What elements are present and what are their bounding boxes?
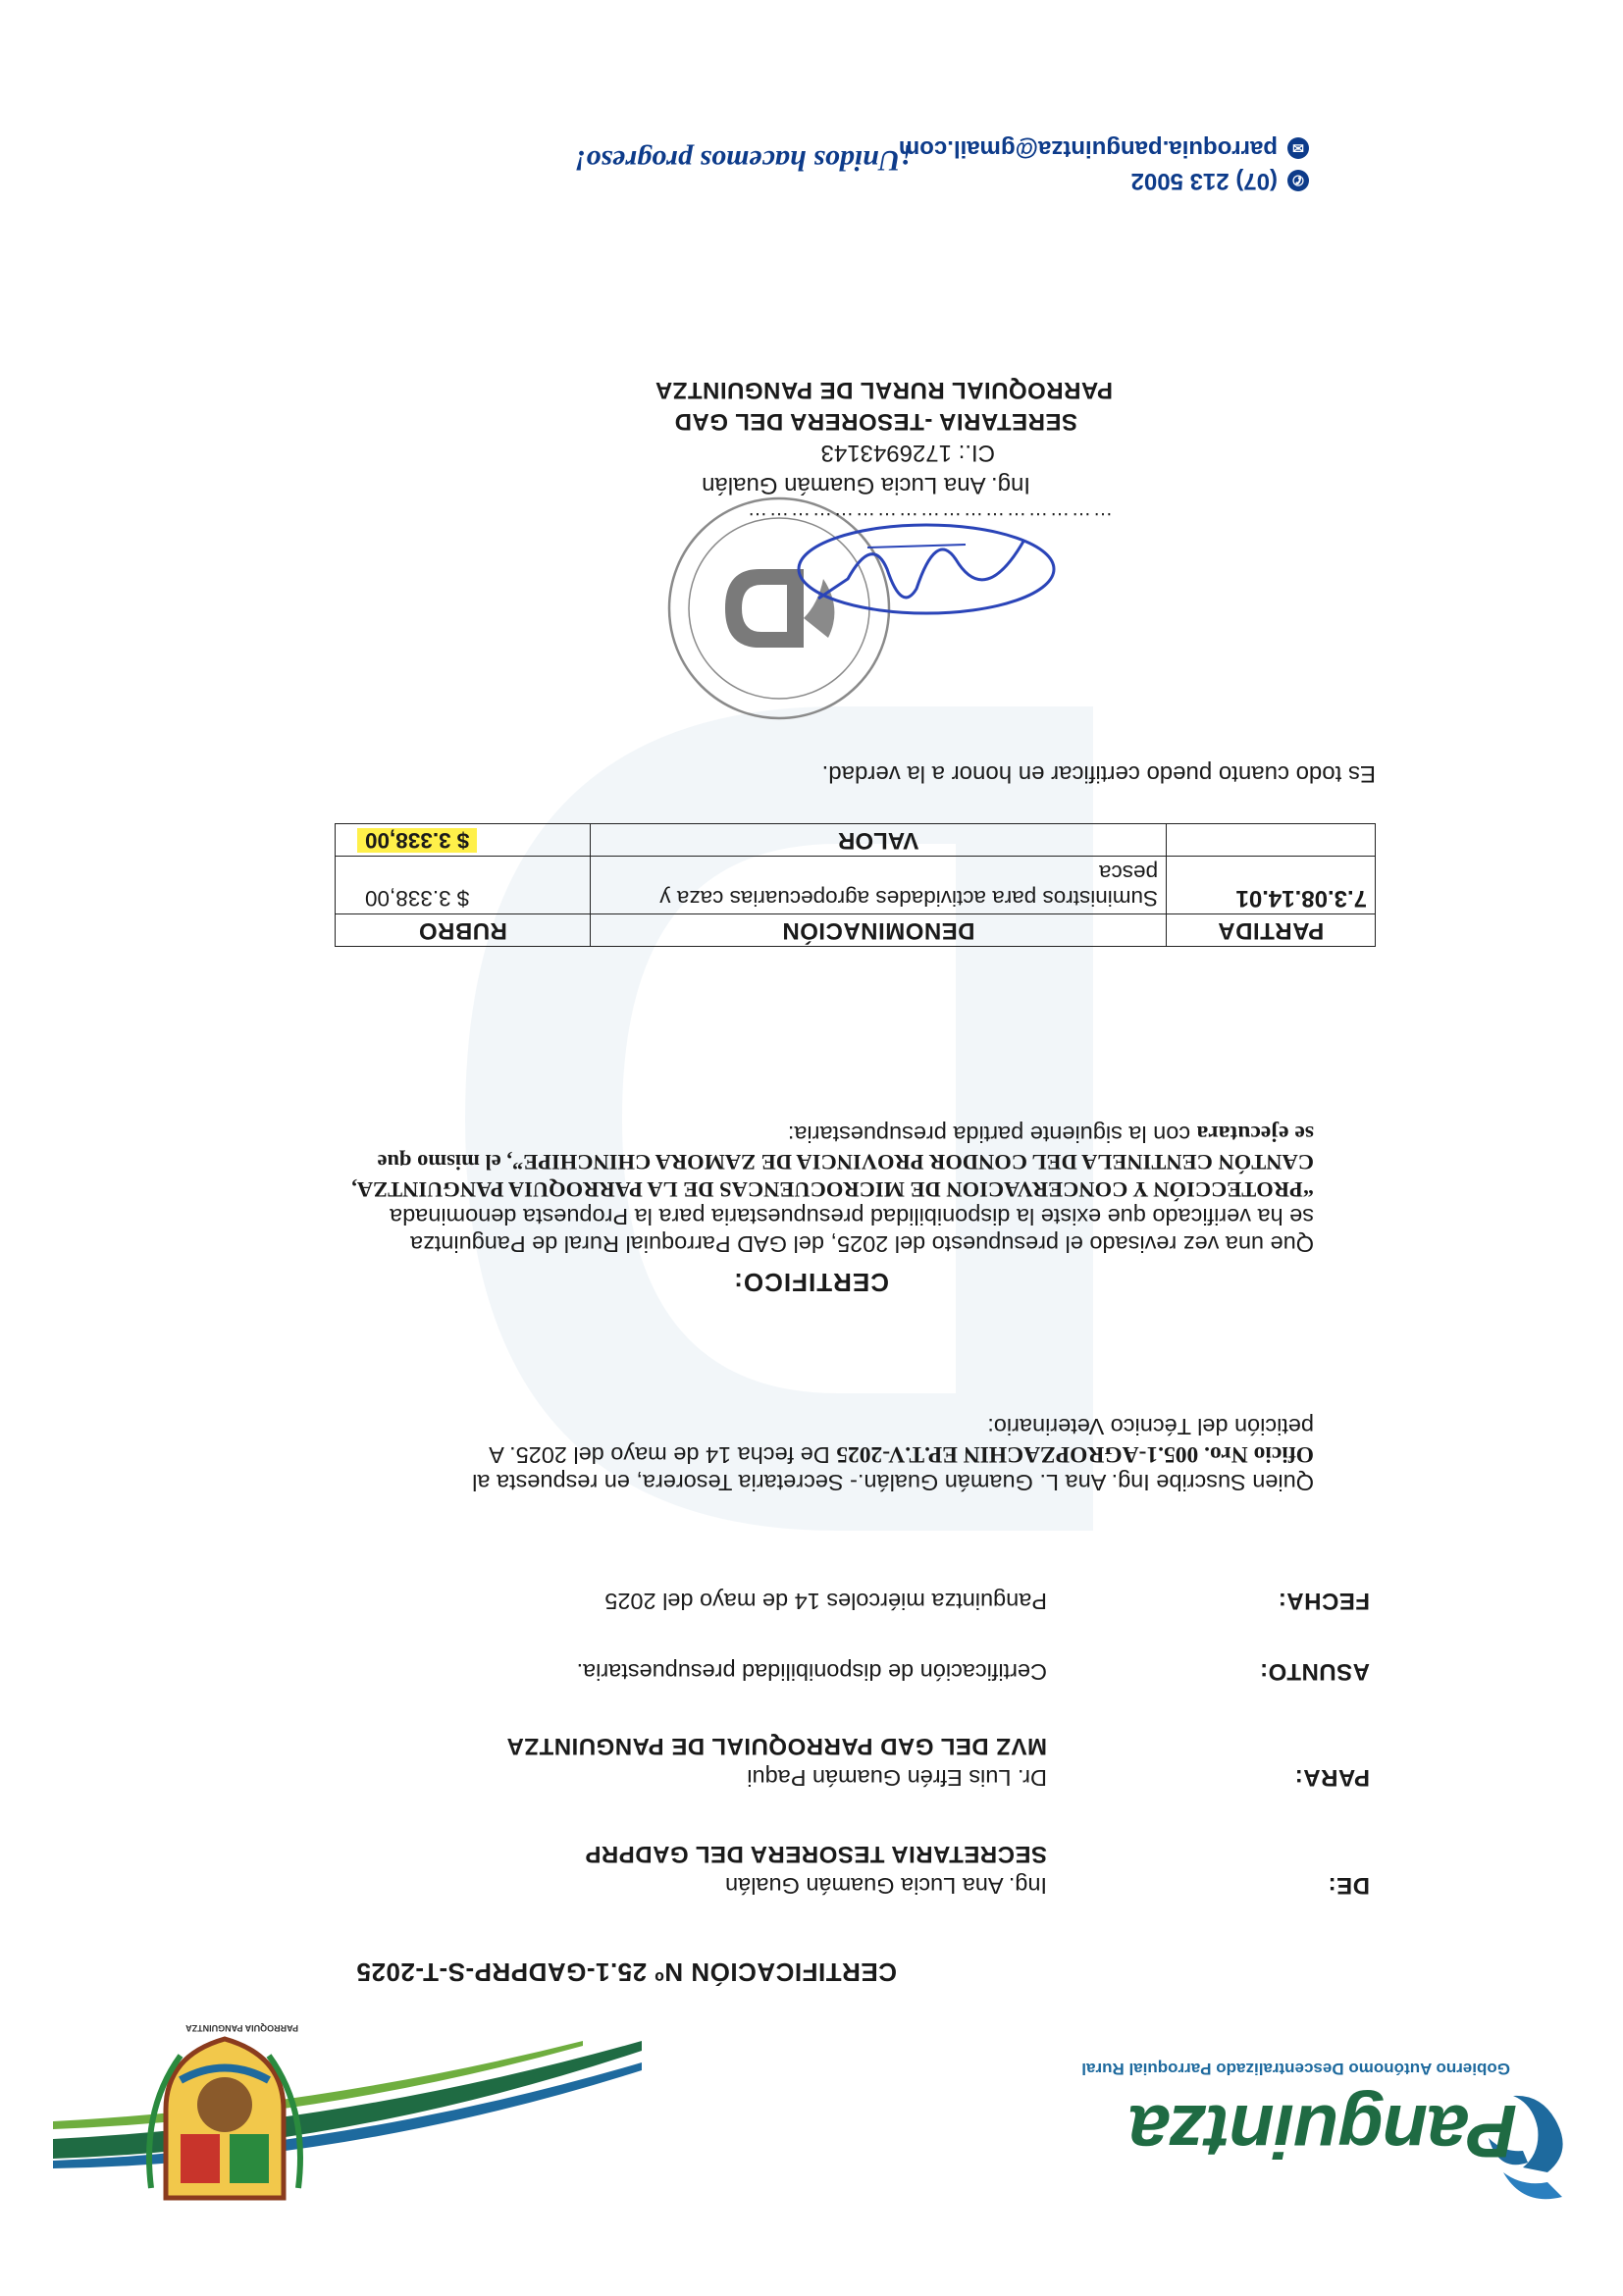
intro-line-3: petición del Técnico Veterinario: [987,1414,1314,1439]
de-line2: SECRETARIA TESORERA DEL GADPRP [584,1841,1047,1867]
cell-rubro: $ 3.338,00 [336,857,591,914]
cell-partida: 7.3.08.14.01 [1167,857,1376,914]
email-address: parroquia.panguintza@gmail.com [898,135,1278,162]
fecha-label: FECHA: [1278,1588,1370,1614]
total-label: VALOR [591,824,1167,857]
oficio-reference: Oficio Nro. 005.1-AGROPZACHIN EP.T.V-2025 [836,1441,1314,1467]
budget-table [335,823,1376,947]
table-total-row [336,824,1376,857]
table-header-row [336,914,1376,947]
header-partida: PARTIDA [1167,914,1376,947]
certifico-heading: CERTIFICO: [733,1268,889,1297]
certify-line-5-rest: con la siguiente partida presupuestaria: [787,1122,1197,1147]
signer-role-line-2: PARROQUIAL RURAL DE PANGUINTZA [654,377,1113,403]
fecha-value: Panguintza miércoles 14 de mayo del 2025 [604,1589,1047,1614]
project-name-line-2: CANTÓN CENTINELA DEL CONDOR PROVINCIA DE ZAMORA CHINCHIPE”, el mismo que [377,1150,1314,1174]
header-rubro: RUBRO [336,914,591,947]
intro-line-1: Quien Suscribe Ing. Ana L. Guamán Gualán.- Secretaria Tesorera, en respuesta al [472,1470,1314,1495]
asunto-value: Certificación de disponibilidad presupuestaria. [576,1659,1047,1685]
de-line1: Ing. Ana Lucia Guamán Gualán [725,1873,1047,1899]
asunto-label: ASUNTO: [1259,1658,1370,1685]
certify-line-5 [254,1120,1314,1148]
signature-line: …………………………………………… [746,508,1113,530]
intro-line-2 [254,1440,1314,1469]
project-name-line-1: “PROTECCIÓN Y CONCERVACION DE MICROCUENCAS DE LA PARROQUIA PANGUINTZA, [351,1177,1314,1202]
phone-icon: ✆ [1287,170,1309,191]
para-line1: Dr. Luis Efrén Guamán Paqui [747,1765,1047,1791]
certify-line-1: Que una vez revisado el presupuesto del 2025, del GAD Parroquial Rural de Panguintza [410,1231,1314,1257]
oficio-date: De fecha 14 de mayo del 2025. A [489,1442,837,1468]
table-row [336,857,1376,914]
total-value: $ 3.338,00 [357,828,477,853]
footer-slogan: ¡Unidos hacemos progreso! [574,144,912,177]
footer-phone [1131,167,1309,194]
cell-denominacion: Suministros para actividades agropecuarias caza y pesca [591,857,1167,914]
footer-email [899,134,1309,162]
parish-crest-icon [141,2031,308,2227]
logo-wordmark: Panguintza [1128,2089,1517,2172]
closing-statement: Es todo cuanto puedo certificar en honor a la verdad. [821,760,1376,787]
signer-role-line-1: SERETARIA -TESORERA DEL GAD [674,408,1077,435]
certify-line-2: se ha verificado que existe la disponibilidad presupuestaria para la Propuesta denominada [390,1204,1314,1229]
ejecutara-text: se ejecutara [1196,1121,1314,1146]
header-denominacion: DENOMINACIÓN [591,914,1167,947]
para-label: PARA: [1294,1764,1370,1791]
crest-caption: PARROQUIA PANGUINTZA [185,2023,298,2033]
de-label: DE: [1328,1872,1370,1899]
cell-empty [1167,824,1376,857]
certificate-title: CERTIFICACIÓN Nº 25.1-GADPRP-S-T-2025 [356,1957,897,1987]
signer-ci: CI.: 1726943143 [820,440,995,466]
phone-number: (07) 213 5002 [1130,168,1278,194]
total-cell [336,824,591,857]
signer-name: Ing. Ana Lucia Guamán Gualán [702,472,1030,498]
email-icon: ✉ [1287,137,1309,159]
certify-paragraph [254,1120,1314,1258]
logo-subtitle: Gobierno Autónomo Descentralizado Parroquial Rural [1081,2060,1510,2078]
para-line2: MVZ DEL GAD PARROQUIAL DE PANGUINTZA [506,1733,1047,1759]
intro-paragraph [254,1413,1314,1496]
